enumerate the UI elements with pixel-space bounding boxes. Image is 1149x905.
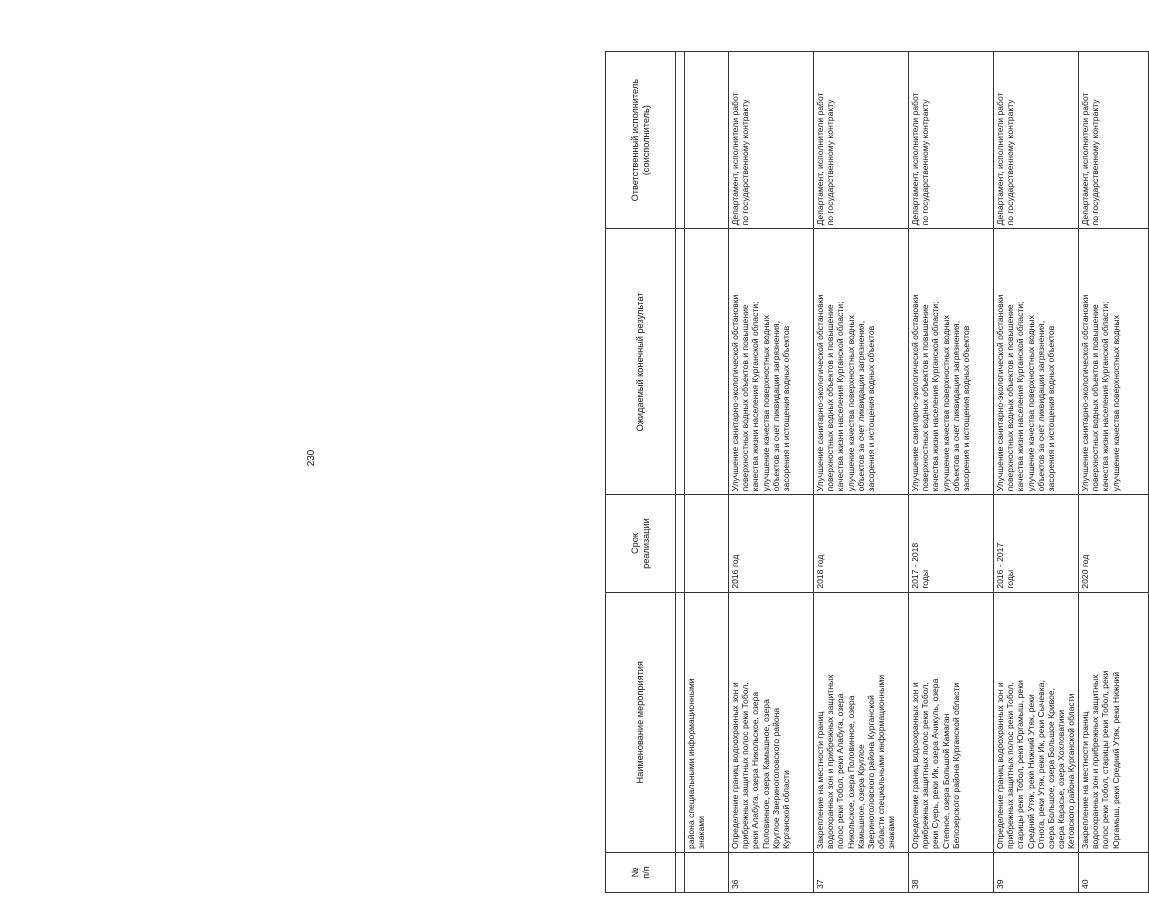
header-measure-name: Наименование мероприятия <box>606 592 676 852</box>
cell-executor: Департамент, исполнители работ по государственному контракту <box>994 52 1079 229</box>
table-row <box>814 52 909 893</box>
cell-period: 2017 - 2018 годы <box>909 495 994 592</box>
header-expected-result: Ожидаемый конечный результат <box>606 229 676 495</box>
cell-name: Определение границ водоохранных зон и прибрежных защитных полос реки Тобол, старицы реки Тобол, реки Юргамыш, реки Средний Утяк, реки Нижний Утяк, реки Отнога, реки Утяк, реки Ик, реки Сычевка, озера Большое, озера Большое Кривое, озера Карасье, озера Хохловатики Кетовского района Курганской области <box>994 592 1079 852</box>
cell-executor: Департамент, исполнители работ по государственному контракту <box>1079 52 1149 229</box>
table-header-row <box>606 52 676 893</box>
cell-period: 2020 год <box>1079 495 1149 592</box>
cell-period: 2016 год <box>729 495 814 592</box>
table-spacer-row <box>676 52 685 893</box>
cell-name: Определение границ водоохранных зон и прибрежных защитных полос реки Тобол, реки Алабуга, озера Никольское, озера Половинное, озера Камышное, озера Круглое Звериноголовского района Курганской области <box>729 592 814 852</box>
table-row <box>1079 52 1149 893</box>
cell-number: 38 <box>909 852 994 892</box>
table-row <box>729 52 814 893</box>
cell-name: Определение границ водоохранных зон и прибрежных защитных полос реки Тобол, реки Суерь, реки Ик, озера Ачикуль, озера Степное, озера Большой Камаган Белозерского района Курганской области <box>909 592 994 852</box>
cell-name: Закрепление на местности границ водоохранных зон и прибрежных защитных полос реки Тобол, старицы реки Тобол, реки Юргамыш, реки Средний Утяк, реки Нижний <box>1079 592 1149 852</box>
cell-executor: Департамент, исполнители работ по государственному контракту <box>814 52 909 229</box>
cell-number: 39 <box>994 852 1079 892</box>
cell-period: 2018 год <box>814 495 909 592</box>
cell-name: района специальными информационными знаками <box>685 592 729 852</box>
header-executor: Ответственный исполнитель (соисполнитель) <box>606 52 676 229</box>
page-number: 230 <box>306 449 317 467</box>
table-row <box>909 52 994 893</box>
cell-result: Улучшение санитарно-экологической обстановки поверхностных водных объектов и повышение качества жизни населения Курганской области; улучшение качества поверхностных водных <box>1079 229 1149 495</box>
table-row <box>994 52 1079 893</box>
header-period: Срок реализации <box>606 495 676 592</box>
cell-number: 37 <box>814 852 909 892</box>
rotated-page <box>605 51 1121 893</box>
cell-result: Улучшение санитарно-экологической обстановки поверхностных водных объектов и повышение качества жизни населения Курганской области; улучшение качества поверхностных водных объектов за счет ликвидации загрязнения, засорения и истощения водных объектов <box>814 229 909 495</box>
cell-executor: Департамент, исполнители работ по государственному контракту <box>909 52 994 229</box>
table-row-continuation <box>685 52 729 893</box>
cell-executor: Департамент, исполнители работ по государственному контракту <box>729 52 814 229</box>
header-number: № п/п <box>606 852 676 892</box>
cell-name: Закрепление на местности границ водоохранных зон и прибрежных защитных полос реки Тобол, реки Алабуга, озера Никольское, озера Половинное, озера Камышное, озера Круглое Звериноголовского района Курганской области специальными информационными знаками <box>814 592 909 852</box>
cell-result: Улучшение санитарно-экологической обстановки поверхностных водных объектов и повышение качества жизни населения Курганской области; улучшение качества поверхностных водных объектов за счет ликвидации загрязнения, засорения и истощения водных объектов <box>909 229 994 495</box>
cell-result: Улучшение санитарно-экологической обстановки поверхностных водных объектов и повышение качества жизни населения Курганской области; улучшение качества поверхностных водных объектов за счет ликвидации загрязнения, засорения и истощения водных объектов <box>729 229 814 495</box>
measures-table <box>605 51 1149 893</box>
cell-number: 40 <box>1079 852 1149 892</box>
cell-number: 36 <box>729 852 814 892</box>
cell-period: 2016 - 2017 годы <box>994 495 1079 592</box>
cell-result: Улучшение санитарно-экологической обстановки поверхностных водных объектов и повышение качества жизни населения Курганской области; улучшение качества поверхностных водных объектов за счет ликвидации загрязнения, засорения и истощения водных объектов <box>994 229 1079 495</box>
